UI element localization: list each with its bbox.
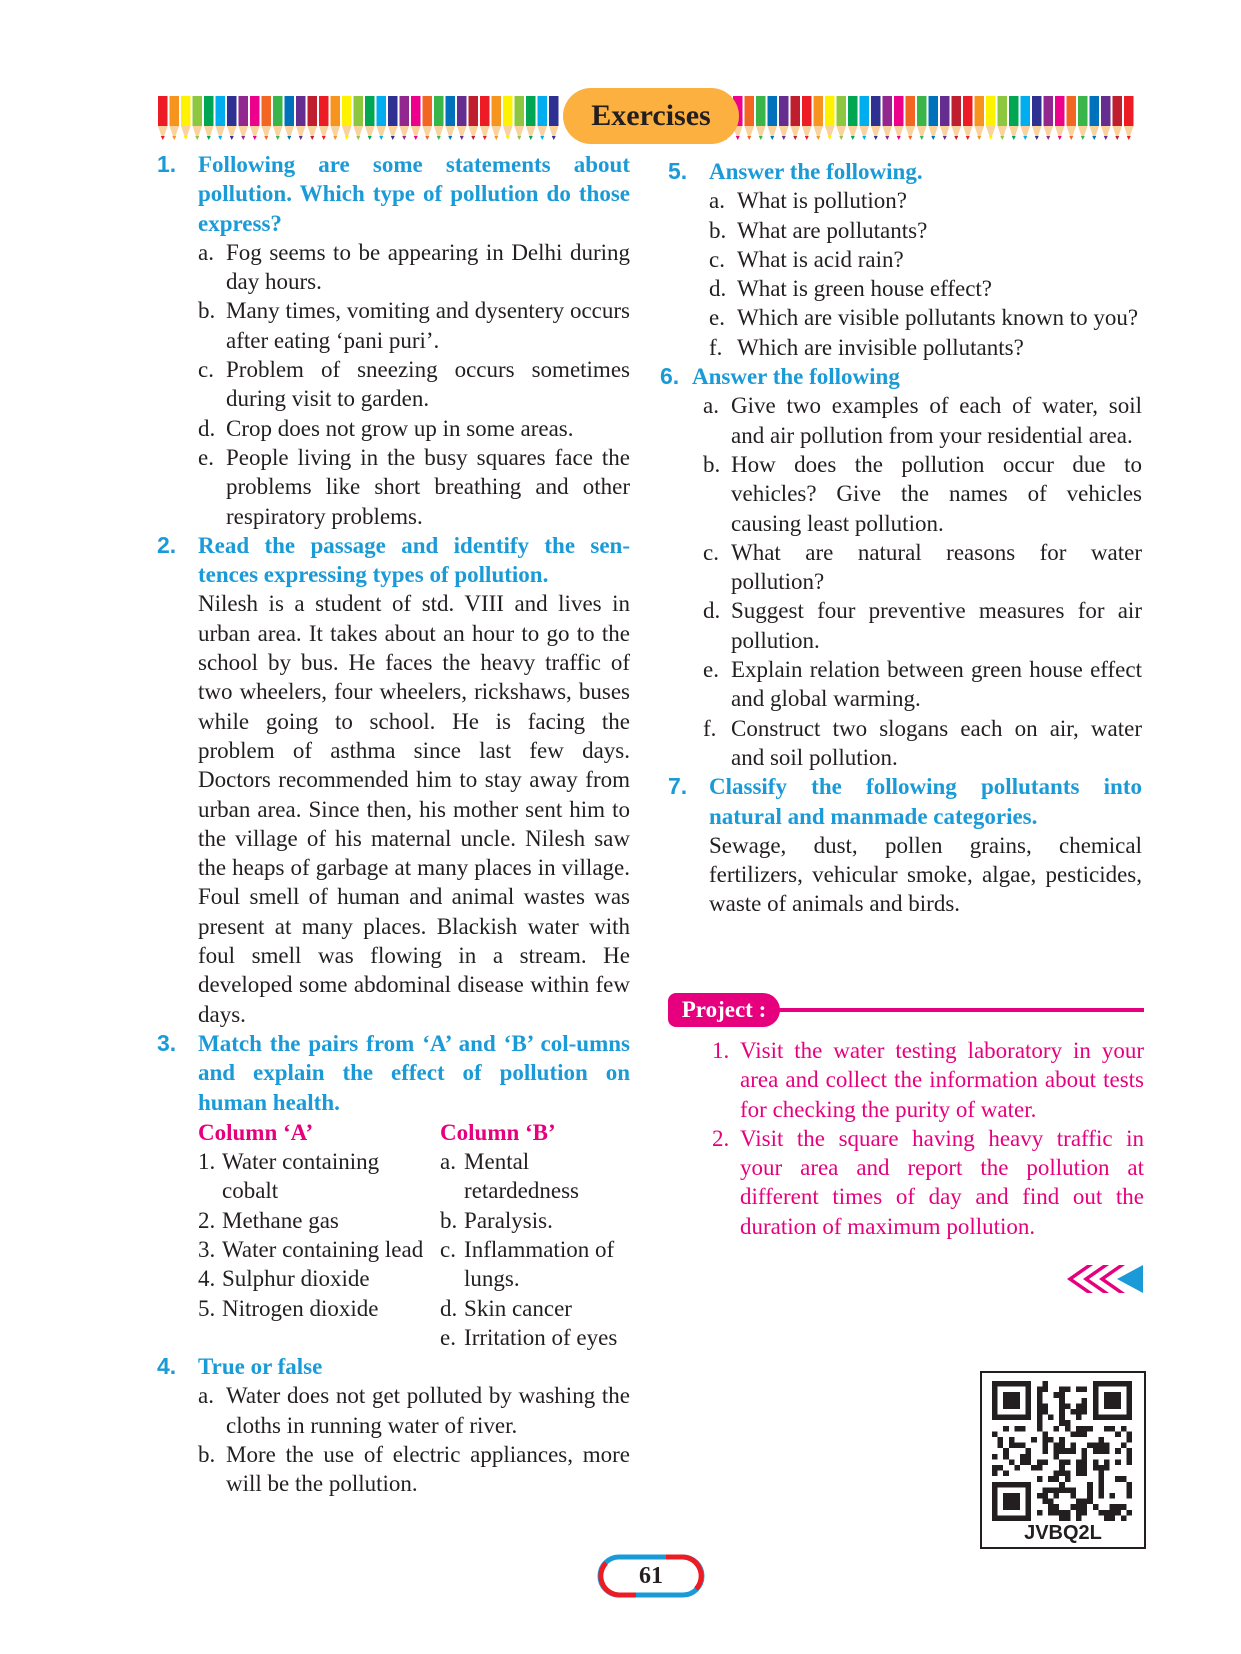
item-text: More the use of electric appliances, more will be the pollution. — [226, 1442, 630, 1497]
question-title: Following are some statements about pollution. Which type of pollution do those express? — [198, 152, 630, 236]
item-label: 5. — [198, 1295, 216, 1321]
item-text: Water containing lead — [222, 1236, 424, 1262]
question-title: Answer the following. — [709, 159, 923, 184]
item-label: e. — [440, 1324, 456, 1350]
question-6 — [660, 362, 1142, 391]
item-label: a. — [709, 188, 725, 214]
list-item — [703, 391, 1142, 450]
item-label: d. — [703, 598, 721, 624]
list-item — [703, 596, 1142, 655]
question-5 — [668, 157, 1142, 186]
item-label: a. — [703, 393, 719, 419]
item-text: What are pollutants? — [737, 217, 928, 243]
list-item — [440, 1235, 630, 1294]
item-text: Visit the water testing laboratory in your area and collect the information about tests for checking the purity of water. — [740, 1038, 1144, 1122]
question-title: Match the pairs from ‘A’ and ‘B’ col-umns and explain the effect of pollution on human health. — [198, 1030, 630, 1115]
item-label: 1. — [712, 1038, 730, 1063]
left-column — [157, 150, 630, 1499]
list-item — [198, 1381, 630, 1440]
item-text: Crop does not grow up in some areas. — [226, 415, 574, 441]
item-label: 2. — [198, 1207, 216, 1233]
question-4 — [157, 1352, 630, 1498]
list-item — [198, 1235, 440, 1264]
list-item — [198, 296, 630, 355]
list-item — [440, 1147, 630, 1206]
item-text: Many times, vomiting and dysentery occurs after eating ‘pani puri’. — [226, 298, 630, 353]
item-label: e. — [709, 305, 725, 331]
item-label: 2. — [712, 1125, 730, 1151]
item-text: What is pollution? — [737, 188, 907, 214]
item-text: What are natural reasons for water pollution? — [731, 539, 1142, 595]
question-title: True or false — [198, 1354, 323, 1380]
list-item — [198, 1147, 440, 1206]
item-text: What is acid rain? — [737, 246, 904, 272]
item-text: Sulphur dioxide — [222, 1266, 370, 1292]
qr-code-box — [980, 1371, 1146, 1549]
item-text: People living in the busy squares face the problems like short breathing and other respiratory problems. — [226, 444, 630, 529]
item-label: d. — [198, 415, 216, 441]
item-label: 1. — [198, 1149, 216, 1175]
item-label: c. — [709, 246, 725, 272]
list-item — [440, 1206, 630, 1235]
pollutant-list: Sewage, dust, pollen grains, chemical fertilizers, vehicular smoke, algae, pesticides, waste of animals and birds. — [709, 832, 1142, 917]
item-text: Construct two slogans each on air, water and soil pollution. — [731, 715, 1142, 770]
column-a-heading: Column ‘A’ — [198, 1119, 314, 1145]
column-b — [440, 1118, 630, 1352]
item-label: f. — [709, 334, 723, 360]
item-text: Inflammation of lungs. — [464, 1236, 615, 1292]
question-title: Classify the following pollutants into natural and manmade categories. — [709, 774, 1142, 829]
item-text: Methane gas — [222, 1207, 339, 1233]
item-label: 3. — [198, 1236, 216, 1262]
list-item — [198, 414, 630, 443]
project-rule — [778, 1008, 1144, 1012]
question-items — [198, 238, 630, 531]
item-label: b. — [703, 451, 721, 477]
item-label: 4. — [198, 1266, 216, 1292]
project-header — [668, 993, 1144, 1029]
list-item — [198, 355, 630, 414]
page-number-badge — [596, 1553, 706, 1599]
question-1 — [157, 150, 630, 531]
item-text: Suggest four preventive measures for air pollution. — [731, 598, 1142, 653]
item-text: Visit the square having heavy traffic in your area and report the pollution at different times of day and find out the duration of maximum pollution. — [740, 1125, 1144, 1239]
list-item — [703, 714, 1142, 773]
item-label: e. — [198, 444, 214, 470]
item-text: Water containing cobalt — [222, 1149, 380, 1204]
column-b-heading: Column ‘B’ — [440, 1119, 556, 1145]
list-item — [703, 655, 1142, 714]
item-text: Paralysis. — [464, 1207, 553, 1233]
page-number: 61 — [639, 1563, 663, 1589]
item-label: c. — [703, 539, 719, 565]
list-item — [198, 1206, 440, 1235]
item-text: Nitrogen dioxide — [222, 1295, 379, 1321]
list-item — [703, 450, 1142, 538]
list-item — [709, 216, 1142, 245]
item-text: Which are invisible pollutants? — [737, 334, 1024, 360]
item-text: Which are visible pollutants known to you? — [737, 305, 1139, 331]
question-items — [668, 391, 1142, 772]
list-item — [703, 538, 1142, 597]
project-label: Project : — [668, 993, 780, 1027]
question-number: 2. — [157, 531, 177, 558]
list-item — [440, 1323, 630, 1352]
question-3 — [157, 1029, 630, 1352]
right-column — [660, 157, 1142, 919]
qr-code-label: JVBQ2L — [1024, 1522, 1102, 1544]
item-label: c. — [198, 357, 214, 383]
question-items — [668, 186, 1142, 362]
project-item — [712, 1124, 1144, 1241]
question-number: 3. — [157, 1029, 177, 1056]
item-label: b. — [198, 1442, 216, 1468]
list-item — [709, 333, 1142, 362]
item-text: Mental retardedness — [464, 1149, 579, 1204]
question-title: Answer the following — [692, 364, 900, 390]
item-label: c. — [440, 1236, 456, 1262]
item-text: Explain relation between green house effect and global warming. — [731, 657, 1142, 712]
qr-code-icon — [992, 1381, 1132, 1521]
passage-text: Nilesh is a student of std. VIII and lives in urban area. It takes about an hour to go to the school by bus. He faces the heavy traffic of two wheelers, four wheelers, rickshaws, buses while going to school. He is facing the problem of asthma since last few days. Doctors recommended him to stay away from urban area. Since then, his mother sent him to the village of his maternal uncle. Nilesh saw the heaps of garbage at many places in village. Foul smell of human and animal wastes was present at many places. Blackish water with foul smell was flowing in a stream. He developed some abdominal disease within few days. — [198, 591, 630, 1027]
list-item — [440, 1294, 630, 1323]
list-item — [709, 245, 1142, 274]
question-2 — [157, 531, 630, 1029]
project-list — [712, 1036, 1144, 1241]
list-item — [709, 303, 1142, 332]
question-number: 6. — [660, 363, 680, 390]
column-a — [198, 1118, 440, 1352]
question-number: 4. — [157, 1353, 177, 1380]
question-number: 1. — [157, 151, 177, 177]
item-text: Give two examples of each of water, soil and air pollution from your residential area. — [731, 393, 1142, 448]
item-label: d. — [709, 276, 727, 302]
exercises-title: Exercises — [563, 88, 739, 144]
item-text: Skin cancer — [464, 1295, 572, 1321]
item-label: b. — [198, 298, 216, 324]
item-label: a. — [198, 239, 214, 265]
list-item — [198, 1294, 440, 1323]
list-item — [709, 186, 1142, 215]
list-item — [198, 443, 630, 531]
item-label: e. — [703, 657, 719, 683]
list-item — [198, 1440, 630, 1499]
item-text: Fog seems to be appearing in Delhi during day hours. — [226, 239, 630, 295]
item-label: b. — [709, 217, 727, 243]
item-label: a. — [198, 1383, 214, 1409]
item-label: d. — [440, 1295, 458, 1321]
question-title: Read the passage and identify the sen-tences expressing types of pollution. — [198, 532, 630, 588]
question-7 — [668, 772, 1142, 831]
item-text: What is green house effect? — [737, 276, 993, 302]
item-label: a. — [440, 1149, 456, 1175]
question-number: 7. — [668, 773, 688, 800]
item-text: Problem of sneezing occurs sometimes during visit to garden. — [226, 357, 630, 412]
item-text: How does the pollution occur due to vehicles? Give the names of vehicles causing least pollution. — [731, 451, 1142, 536]
list-item — [198, 1264, 440, 1293]
list-item — [709, 274, 1142, 303]
item-text: Irritation of eyes — [464, 1324, 618, 1350]
item-label: b. — [440, 1207, 458, 1233]
back-arrows-icon — [1065, 1263, 1145, 1295]
list-item — [198, 238, 630, 297]
match-columns — [198, 1118, 630, 1352]
item-text: Water does not get polluted by washing the cloths in running water of river. — [226, 1383, 630, 1438]
item-label: f. — [703, 715, 717, 741]
project-item — [712, 1036, 1144, 1124]
question-number: 5. — [668, 158, 688, 184]
